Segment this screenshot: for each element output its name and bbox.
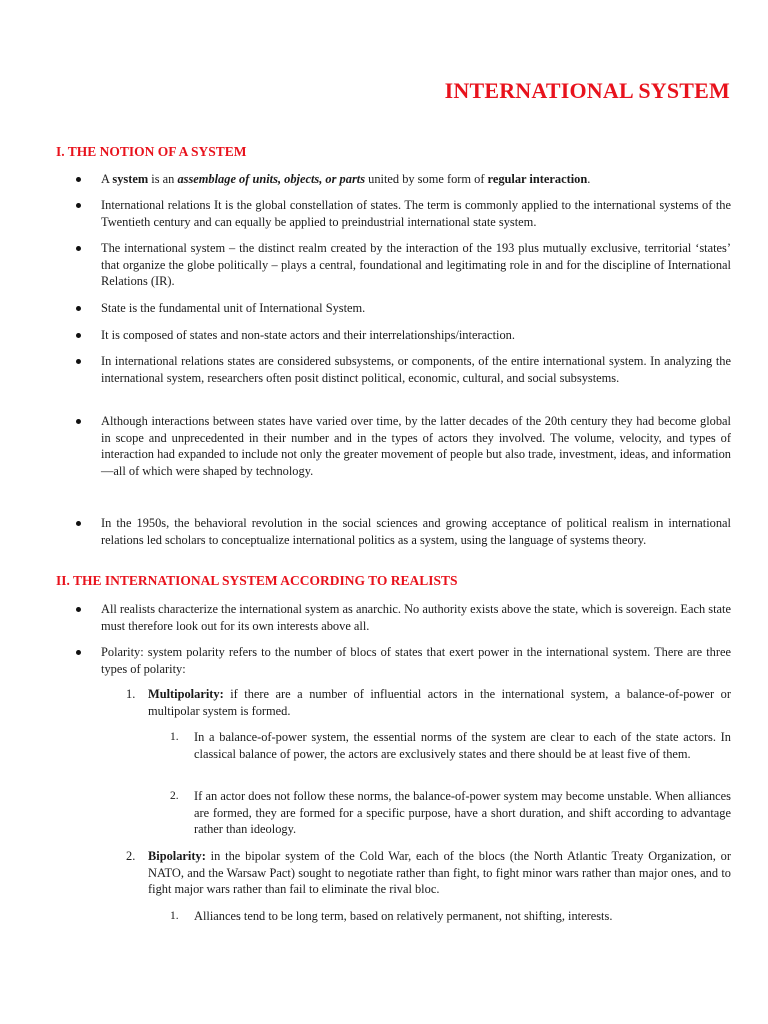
sub-item-text: Alliances tend to be long term, based on relatively permanent, not shifting, interests.: [194, 909, 613, 923]
numbered-text: Bipolarity: in the bipolar system of the Cold War, each of the blocs (the North Atlantic Treaty Organization, or NATO, and the Warsaw Pact) sought to negotiate rather than fight, to fight minor wars rather than major ones, and to fight major wars rather than fail to eliminate the rival bloc.: [148, 849, 731, 897]
bullet-icon: [76, 306, 81, 311]
bullet-icon: [76, 177, 81, 182]
sub-item-text: In a balance-of-power system, the essential norms of the system are clear to each of the state actors. In classical balance of power, the actors are exclusively states and there should be at least five of them.: [194, 730, 731, 761]
bullet-icon: [76, 650, 81, 655]
list-number: 2.: [170, 790, 179, 802]
bullet-icon: [76, 359, 81, 364]
bullet-text: In the 1950s, the behavioral revolution in the social sciences and growing acceptance of political realism in international relations led scholars to conceptualize international politics as a system, using the language of systems theory.: [101, 516, 731, 547]
section-heading-realists: II. THE INTERNATIONAL SYSTEM ACCORDING TO REALISTS: [56, 573, 458, 588]
bullet-text: The international system – the distinct realm created by the interaction of the 193 plus mutually exclusive, territorial ‘states’ that organize the globe politically – plays a central, foundational and legitimating role in and for the discipline of International Relations (IR).: [101, 241, 731, 289]
list-number: 1.: [170, 731, 179, 743]
bullet-icon: [76, 521, 81, 526]
list-number: 1.: [126, 687, 136, 701]
bullet-text: In international relations states are considered subsystems, or components, of the entire international system. In analyzing the international system, researchers often posit distinct political, economic, cultural, and social subsystems.: [101, 354, 731, 385]
bullet-icon: [76, 246, 81, 251]
section-heading-notion: I. THE NOTION OF A SYSTEM: [56, 144, 247, 159]
list-number: 2.: [126, 849, 136, 863]
bullet-icon: [76, 203, 81, 208]
bullet-text: Polarity: system polarity refers to the number of blocs of states that exert power in the international system. There are three types of polarity:: [101, 645, 731, 676]
bullet-icon: [76, 607, 81, 612]
bullet-text: Although interactions between states have varied over time, by the latter decades of the 20th century they had become global in scope and unprecedented in their number and in the types of actors they involved. The volume, velocity, and types of interaction had expanded to include not only the greater movement of people but also trade, investment, ideas, and information—all of which were shaped by technology.: [101, 414, 731, 478]
bullet-text: International relations It is the global constellation of states. The term is commonly applied to the international systems of the Twentieth century and can equally be applied to preindustrial international state system.: [101, 198, 731, 229]
bullet-icon: [76, 419, 81, 424]
bullet-text: A system is an assemblage of units, objects, or parts united by some form of regular interaction.: [101, 172, 591, 186]
bullet-text: It is composed of states and non-state actors and their interrelationships/interaction.: [101, 328, 515, 342]
sub-item-text: If an actor does not follow these norms, the balance-of-power system may become unstable. When alliances are formed, they are formed for a specific purpose, have a short duration, and shift according to advantage rather than ideology.: [194, 789, 731, 837]
numbered-text: Multipolarity: if there are a number of influential actors in the international system, a balance-of-power or multipolar system is formed.: [148, 687, 731, 718]
bullet-text: State is the fundamental unit of International System.: [101, 301, 366, 315]
bullet-icon: [76, 333, 81, 338]
document-title: INTERNATIONAL SYSTEM: [444, 78, 730, 103]
list-number: 1.: [170, 910, 179, 922]
bullet-text: All realists characterize the international system as anarchic. No authority exists above the state, which is sovereign. Each state must therefore look out for its own interests above all.: [101, 602, 731, 633]
